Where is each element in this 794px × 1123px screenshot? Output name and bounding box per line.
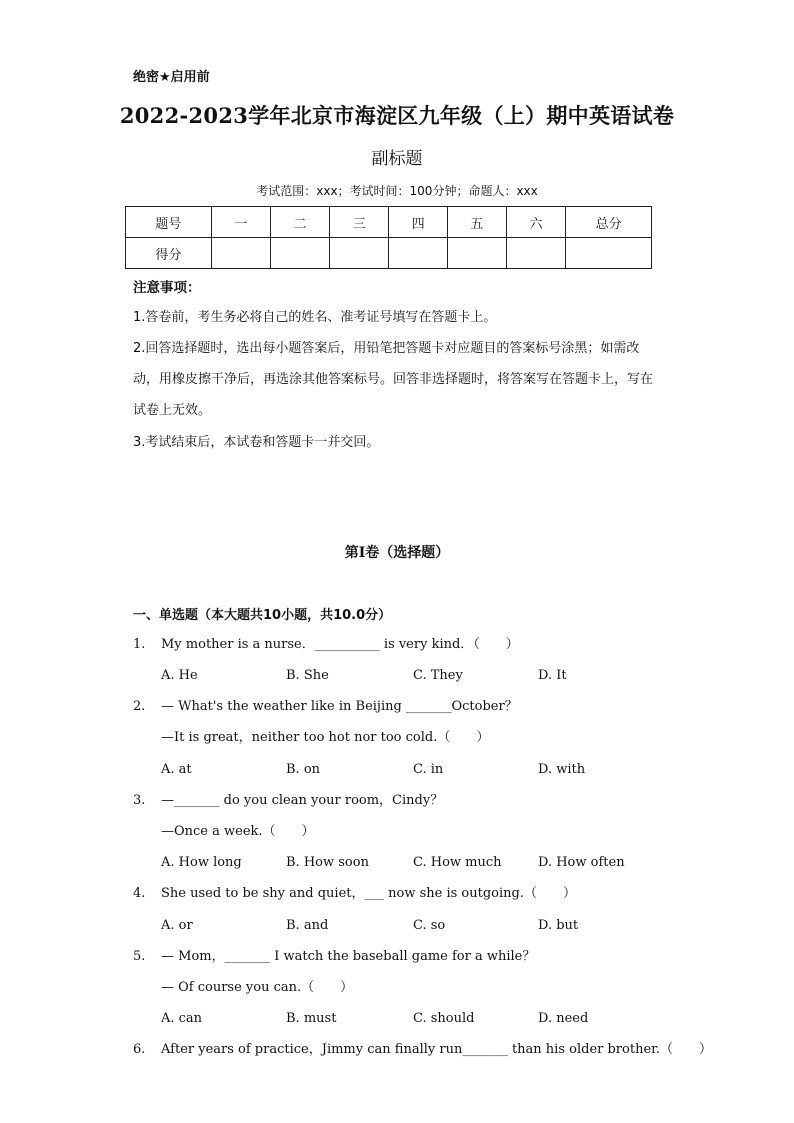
score-blank-cell	[566, 238, 652, 269]
score-cell: 五	[447, 207, 506, 238]
question-number: 4.	[133, 886, 146, 901]
option-b: B. must	[286, 1011, 337, 1026]
option-c: C. should	[413, 1011, 475, 1026]
option-d: D. but	[538, 918, 579, 933]
option-d: D. with	[538, 762, 586, 777]
score-cell: 二	[271, 207, 330, 238]
notice-item: 3.考试结束后，本试卷和答题卡一并交回。	[133, 435, 380, 450]
question-5	[133, 947, 693, 967]
score-table-score-row	[126, 238, 652, 269]
score-blank-cell	[211, 238, 270, 269]
score-cell: 一	[211, 207, 270, 238]
score-cell: 六	[506, 207, 565, 238]
option-b: B. on	[286, 762, 321, 777]
question-text: —Once a week.（ ）	[161, 824, 315, 839]
question-5-line-2	[133, 978, 693, 998]
option-a: A. can	[161, 1011, 203, 1026]
question-text: My mother is a nurse．__________ is very kind．（ ）	[161, 637, 519, 652]
question-text: — Mom，_______ I watch the baseball game for a while？	[161, 949, 536, 964]
notice-item: 1.答卷前，考生务必将自己的姓名、准考证号填写在答题卡上。	[133, 310, 497, 325]
question-number: 5.	[133, 949, 146, 964]
question-2	[133, 697, 693, 717]
option-a: A. at	[161, 762, 192, 777]
option-a: A. or	[161, 918, 193, 933]
question-text: After years of practice，Jimmy can finally run_______ than his older brother.（ ）	[161, 1042, 713, 1057]
option-d: D. need	[538, 1011, 589, 1026]
notice-item: 2.回答选择题时，选出每小题答案后，用铅笔把答题卡对应题目的答案标号涂黑；如需改动，用橡皮擦干净后，再选涂其他答案标号。回答非选择题时，将答案写在答题卡上，写在试卷上无效。	[133, 341, 654, 418]
question-4	[133, 884, 693, 904]
question-2-line-2	[133, 728, 693, 748]
question-5-options	[133, 1009, 693, 1029]
question-2-options	[133, 760, 693, 780]
question-3-options	[133, 853, 693, 873]
question-text: —_______ do you clean your room，Cindy？	[161, 793, 444, 808]
score-table-header-row	[126, 207, 652, 238]
option-c: C. so	[413, 918, 446, 933]
score-row-label: 得分	[126, 238, 212, 269]
question-number: 1.	[133, 637, 146, 652]
question-number: 6.	[133, 1042, 146, 1057]
score-cell: 总分	[566, 207, 652, 238]
question-text: — Of course you can.（ ）	[161, 980, 354, 995]
option-d: D. How often	[538, 855, 625, 870]
question-1-options	[133, 666, 693, 686]
option-c: C. They	[413, 668, 463, 683]
score-blank-cell	[271, 238, 330, 269]
score-blank-cell	[330, 238, 389, 269]
score-blank-cell	[389, 238, 447, 269]
question-text: She used to be shy and quiet，___ now she is outgoing.（ ）	[161, 886, 576, 901]
confidential-label: 绝密★启用前	[133, 70, 210, 85]
score-cell: 四	[389, 207, 447, 238]
exam-info: 考试范围：xxx；考试时间：100分钟；命题人：xxx	[256, 184, 538, 198]
question-text: — What's the weather like in Beijing _______October？	[161, 699, 518, 714]
notice-heading: 注意事项：	[133, 280, 201, 296]
exam-subtitle: 副标题	[371, 149, 423, 169]
question-number: 2.	[133, 699, 146, 714]
option-b: B. How soon	[286, 855, 369, 870]
section-title: 一、单选题（本大题共10小题，共10.0分）	[133, 608, 392, 623]
question-6	[133, 1040, 713, 1060]
question-3-line-2	[133, 822, 693, 842]
option-a: A. He	[161, 668, 198, 683]
question-text: —It is great，neither too hot nor too cold.（ ）	[161, 730, 490, 745]
question-1	[133, 635, 693, 655]
option-c: C. How much	[413, 855, 502, 870]
option-c: C. in	[413, 762, 444, 777]
score-table	[125, 206, 652, 269]
question-4-options	[133, 916, 693, 936]
option-a: A. How long	[161, 855, 242, 870]
question-number: 3.	[133, 793, 146, 808]
option-b: B. She	[286, 668, 329, 683]
option-b: B. and	[286, 918, 329, 933]
score-blank-cell	[506, 238, 565, 269]
option-d: D. It	[538, 668, 567, 683]
question-3	[133, 791, 693, 811]
exam-title: 2022-2023学年北京市海淀区九年级（上）期中英语试卷	[119, 103, 675, 128]
score-cell: 题号	[126, 207, 212, 238]
score-cell: 三	[330, 207, 389, 238]
score-blank-cell	[447, 238, 506, 269]
part-title: 第I卷（选择题）	[344, 545, 450, 561]
